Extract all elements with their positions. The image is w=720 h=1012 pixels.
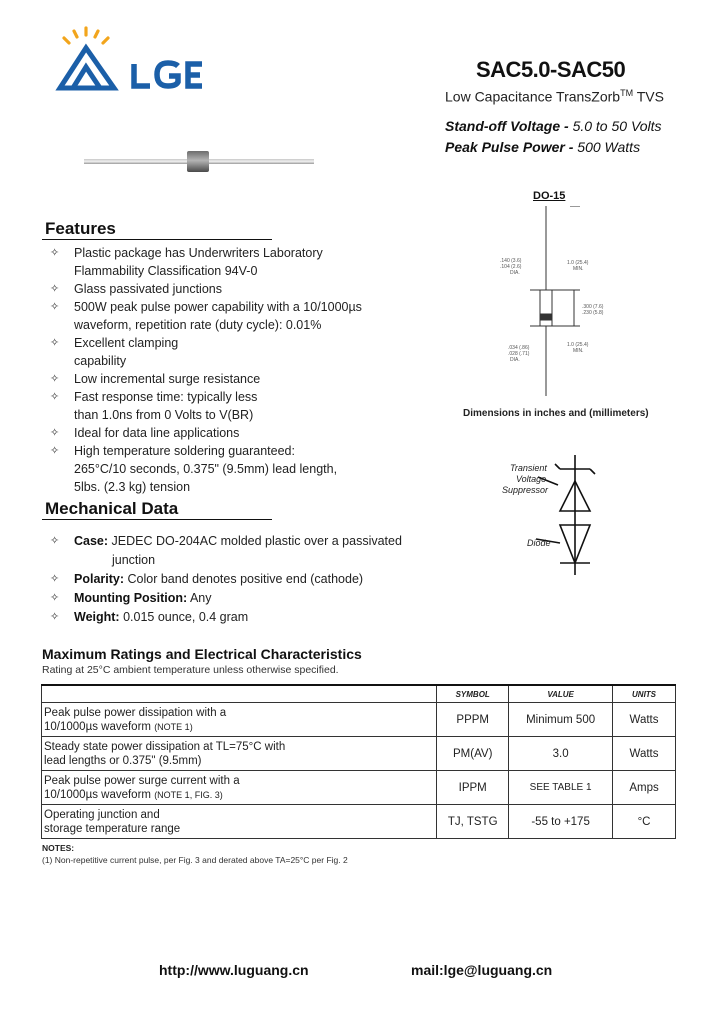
- bullet-icon: ✧: [50, 573, 60, 585]
- feature-item: [50, 334, 380, 370]
- value-cell: Minimum 500: [509, 703, 613, 737]
- feature-line: Plastic package has Underwriters Laboratory: [74, 246, 323, 260]
- pulse-label: Peak Pulse Power -: [445, 139, 578, 155]
- param-note-ref: (NOTE 1): [154, 721, 193, 732]
- bullet-icon: ✧: [50, 445, 60, 457]
- bullet-icon: ✧: [50, 301, 60, 313]
- package-dimension-drawing: [470, 206, 630, 411]
- param-line-2: 10/1000µs waveform: [44, 720, 155, 733]
- col-units: UNITS: [613, 685, 676, 703]
- svg-text:.140 (3.6): .140 (3.6): [500, 258, 522, 264]
- ratings-title: Maximum Ratings and Electrical Characteristics: [42, 646, 362, 662]
- component-illustration: [84, 150, 314, 179]
- param-line-2: storage temperature range: [44, 822, 181, 835]
- tvs-label-2: Voltage: [516, 474, 547, 484]
- case-label: Case:: [74, 534, 109, 548]
- case-value-2: junction: [112, 553, 156, 567]
- ratings-row: [42, 771, 676, 805]
- feature-item: [50, 370, 380, 388]
- mech-item-polarity: [50, 570, 410, 589]
- bullet-icon: ✧: [50, 611, 60, 623]
- feature-item: [50, 244, 380, 280]
- mounting-label: Mounting Position:: [74, 591, 188, 605]
- param-cell: [42, 805, 437, 839]
- features-divider: [42, 239, 272, 240]
- package-caption: Dimensions in inches and (millimeters): [463, 408, 649, 419]
- notes-title: NOTES:: [42, 843, 75, 853]
- mechanical-divider: [42, 519, 272, 520]
- feature-text: [74, 298, 380, 334]
- page-subtitle: [445, 88, 664, 105]
- mech-item-case: [50, 532, 410, 570]
- symbol-cell: IPPM: [437, 771, 509, 805]
- polarity-label: Polarity:: [74, 572, 125, 586]
- tvs-label-3: Suppressor: [502, 485, 549, 495]
- mech-item-weight: [50, 608, 410, 627]
- footer-website-link[interactable]: http://www.luguang.cn: [159, 962, 309, 978]
- svg-text:.104 (2.6): .104 (2.6): [500, 264, 522, 270]
- feature-line: 265°C/10 seconds, 0.375" (9.5mm) lead length,: [74, 462, 338, 476]
- bullet-icon: ✧: [50, 247, 60, 259]
- bullet-icon: ✧: [50, 283, 60, 295]
- param-line-1: Steady state power dissipation at TL=75°C with: [44, 740, 286, 753]
- param-line-1: Peak pulse power dissipation with a: [44, 706, 227, 719]
- feature-line: Fast response time: typically less: [74, 390, 258, 404]
- value-cell: -55 to +175: [509, 805, 613, 839]
- units-cell: Watts: [613, 737, 676, 771]
- tvs-label-1: Transient: [510, 463, 547, 473]
- feature-item: [50, 442, 380, 496]
- param-line-2: lead lengths or 0.375" (9.5mm): [44, 754, 202, 767]
- feature-item: [50, 424, 380, 442]
- col-value: VALUE: [509, 685, 613, 703]
- symbol-cell: TJ, TSTG: [437, 805, 509, 839]
- tvs-diode-symbol-icon: [500, 455, 620, 575]
- standoff-voltage-line: [445, 118, 662, 134]
- trademark-mark: TM: [620, 88, 634, 98]
- feature-text: [74, 244, 380, 280]
- param-cell: [42, 737, 437, 771]
- mechanical-list: [50, 532, 410, 627]
- lge-logo-icon: [52, 22, 242, 96]
- note-1: (1) Non-repetitive current pulse, per Fig. 3 and derated above TA=25°C per Fig. 2: [42, 855, 348, 865]
- svg-text:.230 (5.8): .230 (5.8): [582, 310, 604, 316]
- peak-pulse-power-line: [445, 139, 640, 155]
- weight-label: Weight:: [74, 610, 120, 624]
- brand-logo: [52, 22, 242, 96]
- svg-text:MIN.: MIN.: [573, 266, 584, 272]
- units-cell: Watts: [613, 703, 676, 737]
- pulse-value: 500 Watts: [577, 139, 641, 155]
- symbol-cell: PPPM: [437, 703, 509, 737]
- param-line-1: Operating junction and: [44, 808, 160, 821]
- feature-line: Glass passivated junctions: [74, 282, 222, 296]
- value-cell: 3.0: [509, 737, 613, 771]
- feature-line: than 1.0ns from 0 Volts to V(BR): [74, 408, 254, 422]
- bullet-icon: ✧: [50, 592, 60, 604]
- feature-line: Flammability Classification 94V-0: [74, 264, 258, 278]
- footer-email-link[interactable]: mail:lge@luguang.cn: [411, 962, 553, 978]
- mech-item-mounting: [50, 589, 410, 608]
- feature-text: [74, 370, 380, 388]
- feature-text: [74, 280, 380, 298]
- feature-line: capability: [74, 354, 127, 368]
- bullet-icon: ✧: [50, 535, 60, 547]
- polarity-value: Color band denotes positive end (cathode): [127, 572, 364, 586]
- ratings-row: [42, 737, 676, 771]
- package-name: DO-15: [533, 190, 566, 202]
- feature-text: [74, 424, 380, 442]
- feature-item: [50, 280, 380, 298]
- page-title: SAC5.0-SAC50: [476, 57, 626, 82]
- svg-text:.028 (.71): .028 (.71): [508, 351, 530, 357]
- feature-line: Low incremental surge resistance: [74, 372, 261, 386]
- bullet-icon: ✧: [50, 427, 60, 439]
- tvs-symbol-diagram: [500, 455, 620, 575]
- ratings-body: [42, 703, 676, 839]
- mechanical-heading: Mechanical Data: [45, 499, 179, 518]
- svg-text:1.0 (25.4): 1.0 (25.4): [567, 342, 589, 348]
- ratings-header-row: [42, 685, 676, 703]
- ratings-row: [42, 805, 676, 839]
- svg-text:MIN.: MIN.: [573, 348, 584, 354]
- units-cell: °C: [613, 805, 676, 839]
- case-value: JEDEC DO-204AC molded plastic over a passivated: [111, 534, 402, 548]
- svg-text:1.0 (25.4): 1.0 (25.4): [567, 260, 589, 266]
- param-line-2: 10/1000µs waveform: [44, 788, 155, 801]
- feature-line: 5lbs. (2.3 kg) tension: [74, 480, 191, 494]
- value-cell: SEE TABLE 1: [509, 771, 613, 805]
- ratings-table: [41, 684, 676, 839]
- diode-label: Diode: [527, 538, 551, 548]
- mounting-value: Any: [189, 591, 212, 605]
- svg-text:DIA.: DIA.: [510, 357, 520, 363]
- standoff-value: 5.0 to 50 Volts: [572, 118, 662, 134]
- symbol-cell: PM(AV): [437, 737, 509, 771]
- standoff-label: Stand-off Voltage -: [445, 118, 573, 134]
- feature-line: 500W peak pulse power capability with a 10/1000µs: [74, 300, 362, 314]
- param-cell: [42, 703, 437, 737]
- ratings-row: [42, 703, 676, 737]
- units-cell: Amps: [613, 771, 676, 805]
- feature-line: waveform, repetition rate (duty cycle): 0.01%: [74, 318, 322, 332]
- subtitle-suffix: TVS: [633, 88, 664, 105]
- features-list: [50, 244, 380, 496]
- feature-text: [74, 442, 380, 496]
- feature-text: [74, 388, 380, 424]
- ratings-note: Rating at 25°C ambient temperature unless otherwise specified.: [42, 664, 339, 676]
- subtitle-text: Low Capacitance TransZorb: [445, 88, 621, 105]
- bullet-icon: ✧: [50, 391, 60, 403]
- diode-body-icon: [84, 150, 314, 174]
- svg-text:.034 (.86): .034 (.86): [508, 345, 530, 351]
- feature-text: [74, 334, 380, 370]
- col-parameter: [42, 685, 437, 703]
- feature-line: Ideal for data line applications: [74, 426, 240, 440]
- bullet-icon: ✧: [50, 337, 60, 349]
- param-line-1: Peak pulse power surge current with a: [44, 774, 240, 787]
- feature-line: High temperature soldering guaranteed:: [74, 444, 295, 458]
- svg-text:.300 (7.6): .300 (7.6): [582, 304, 604, 310]
- bullet-icon: ✧: [50, 373, 60, 385]
- weight-value: 0.015 ounce, 0.4 gram: [123, 610, 249, 624]
- col-symbol: SYMBOL: [437, 685, 509, 703]
- feature-item: [50, 388, 380, 424]
- param-note-ref: (NOTE 1, FIG. 3): [154, 789, 223, 800]
- feature-item: [50, 298, 380, 334]
- param-cell: [42, 771, 437, 805]
- svg-text:DIA.: DIA.: [510, 270, 520, 276]
- feature-line: Excellent clamping: [74, 336, 179, 350]
- features-heading: Features: [45, 219, 116, 238]
- package-outline-icon: [470, 206, 630, 406]
